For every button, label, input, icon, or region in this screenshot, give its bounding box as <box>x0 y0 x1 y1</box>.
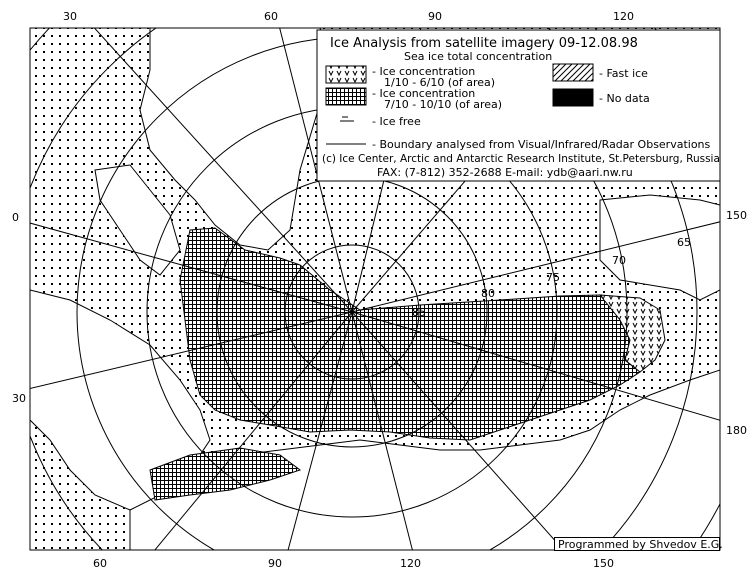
legend <box>317 30 720 181</box>
swatch-high-concentration <box>326 88 366 105</box>
legend-boundary: - Boundary analysed from Visual/Infrared/Radar Observations <box>372 138 711 151</box>
right-label-180: 180 <box>726 424 747 437</box>
legend-fast-ice: - Fast ice <box>599 67 648 80</box>
bottom-label-60: 60 <box>93 557 107 570</box>
lat-label-70: 70 <box>612 254 626 267</box>
legend-no-data: - No data <box>599 92 650 105</box>
legend-high-l2: 7/10 - 10/10 (of area) <box>384 98 503 111</box>
right-label-150: 150 <box>726 209 747 222</box>
lat-label-75: 75 <box>546 271 560 284</box>
legend-low-l1: - Ice concentration <box>372 65 476 78</box>
bottom-label-120: 120 <box>400 557 421 570</box>
legend-subtitle: Sea ice total concentration <box>404 50 553 63</box>
legend-contact: FAX: (7-812) 352-2688 E-mail: ydb@aari.nw.ru <box>377 166 633 179</box>
legend-title: Ice Analysis from satellite imagery 09-12.08.98 <box>330 36 638 51</box>
legend-copyright: (c) Ice Center, Arctic and Antarctic Research Institute, St.Petersburg, Russia <box>322 153 720 165</box>
legend-low-l2: 1/10 - 6/10 (of area) <box>384 76 496 89</box>
legend-ice-free: - Ice free <box>372 115 421 128</box>
top-label-30: 30 <box>63 10 77 23</box>
swatch-no-data <box>553 89 593 106</box>
lat-label-85: 85 <box>412 306 426 319</box>
lat-label-80: 80 <box>481 287 495 300</box>
bottom-label-150: 150 <box>593 557 614 570</box>
swatch-fast-ice <box>553 64 593 81</box>
top-label-60: 60 <box>264 10 278 23</box>
lat-label-65: 65 <box>677 236 691 249</box>
left-label-30: 30 <box>12 392 26 405</box>
top-label-90: 90 <box>428 10 442 23</box>
swatch-low-concentration <box>326 66 366 83</box>
legend-high-l1: - Ice concentration <box>372 87 476 100</box>
credit-label: Programmed by Shvedov E.G. <box>554 537 720 551</box>
bottom-label-90: 90 <box>268 557 282 570</box>
top-label-120: 120 <box>613 10 634 23</box>
left-label-0: 0 <box>12 211 19 224</box>
